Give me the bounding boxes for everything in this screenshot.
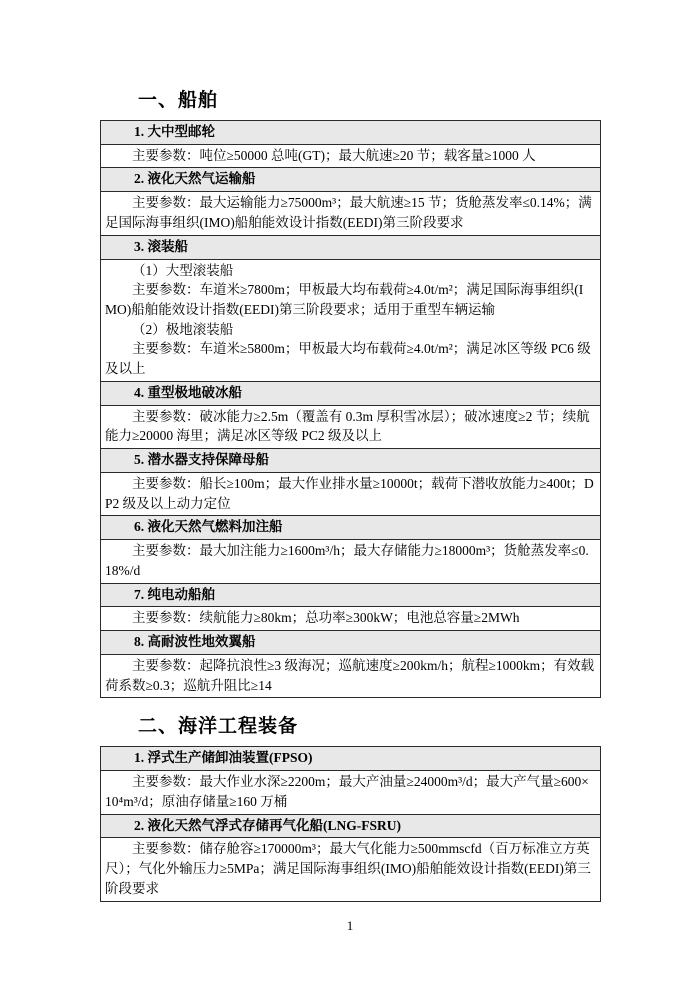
param-line: 主要参数：最大运输能力≥75000m³；最大航速≥15 节；货舱蒸发率≤0.14%；满足国际海事组织(IMO)船舶能效设计指数(EEDI)第三阶段要求	[105, 195, 592, 230]
section-heading-marine-equipment: 二、海洋工程装备	[138, 716, 299, 738]
param-line: 主要参数：最大作业水深≥2200m；最大产油量≥24000m³/d；最大产气量≥600×10⁴m³/d；原油存储量≥160 万桶	[105, 774, 589, 809]
item-title-cell: 2. 液化天然气浮式存储再气化船(LNG-FSRU)	[101, 814, 601, 838]
sub-item-title: （2）极地滚装船	[132, 321, 234, 337]
item-title-cell: 1. 浮式生产储卸油装置(FPSO)	[101, 747, 601, 771]
page-number: 1	[346, 918, 354, 933]
table-row	[101, 449, 601, 473]
table-row	[101, 655, 601, 698]
item-params-cell	[101, 259, 601, 381]
item-params-cell	[101, 838, 601, 901]
param-line: 主要参数：吨位≥50000 总吨(GT)；最大航速≥20 节；载客量≥1000 人	[132, 147, 536, 163]
table-row	[101, 631, 601, 655]
table-row	[101, 168, 601, 192]
item-params-cell	[101, 655, 601, 698]
param-line: 主要参数：船长≥100m；最大作业排水量≥10000t；载荷下潜收放能力≥400t；DP2 级及以上动力定位	[105, 475, 594, 511]
item-params-cell	[101, 771, 601, 814]
item-title-cell: 5. 潜水器支持保障母船	[101, 449, 601, 473]
sub-item-title: （1）大型滚装船	[132, 262, 234, 278]
param-line: 主要参数：起降抗浪性≥3 级海况；巡航速度≥200km/h；航程≥1000km；有效载荷系数≥0.3；巡航升阻比≥14	[105, 658, 595, 693]
table-row	[101, 583, 601, 607]
table-row	[101, 607, 601, 631]
param-line: 主要参数：车道米≥7800m；甲板最大均布载荷≥4.0t/m²；满足国际海事组织(IMO)船舶能效设计指数(EEDI)第三阶段要求；适用于重型车辆运输	[105, 282, 584, 317]
item-title-cell: 6. 液化天然气燃料加注船	[101, 516, 601, 540]
table-row	[101, 838, 601, 901]
item-params-cell	[101, 405, 601, 448]
item-title-cell: 2. 液化天然气运输船	[101, 168, 601, 192]
section-heading-ships: 一、船舶	[138, 90, 219, 111]
item-title-cell: 4. 重型极地破冰船	[101, 381, 601, 405]
table-row	[101, 192, 601, 235]
table-row	[101, 235, 601, 259]
table-row	[101, 144, 601, 168]
param-line: 主要参数：车道米≥5800m；甲板最大均布载荷≥4.0t/m²；满足冰区等级 PC6 级及以上	[105, 341, 591, 377]
item-title-cell: 7. 纯电动船舶	[101, 583, 601, 607]
param-line: 主要参数：储存舱容≥170000m³；最大气化能力≥500mmscfd（百万标准立方英尺）；气化外输压力≥5MPa；满足国际海事组织(IMO)船舶能效设计指数(EEDI)第三阶段要求	[105, 841, 591, 896]
spec-table-ships	[100, 120, 601, 699]
item-params-cell	[101, 192, 601, 235]
table-row	[101, 771, 601, 814]
table-row	[101, 747, 601, 771]
table-row	[101, 120, 601, 144]
item-title-cell: 8. 高耐波性地效翼船	[101, 631, 601, 655]
item-params-cell	[101, 607, 601, 631]
item-params-cell	[101, 472, 601, 515]
param-line: 主要参数：破冰能力≥2.5m（覆盖有 0.3m 厚积雪冰层）；破冰速度≥2 节；续航能力≥20000 海里；满足冰区等级 PC2 级及以上	[105, 408, 590, 444]
item-params-cell	[101, 144, 601, 168]
table-row	[101, 381, 601, 405]
param-line: 主要参数：最大加注能力≥1600m³/h；最大存储能力≥18000m³；货舱蒸发率≤0.18%/d	[105, 543, 589, 578]
table-row	[101, 516, 601, 540]
param-line: 主要参数：续航能力≥80km；总功率≥300kW；电池总容量≥2MWh	[132, 610, 520, 626]
table-row	[101, 814, 601, 838]
spec-table-marine-equipment	[100, 746, 601, 901]
item-title-cell: 3. 滚装船	[101, 235, 601, 259]
table-row	[101, 259, 601, 381]
table-row	[101, 405, 601, 448]
table-row	[101, 540, 601, 583]
item-title-cell: 1. 大中型邮轮	[101, 120, 601, 144]
table-row	[101, 472, 601, 515]
item-params-cell	[101, 540, 601, 583]
